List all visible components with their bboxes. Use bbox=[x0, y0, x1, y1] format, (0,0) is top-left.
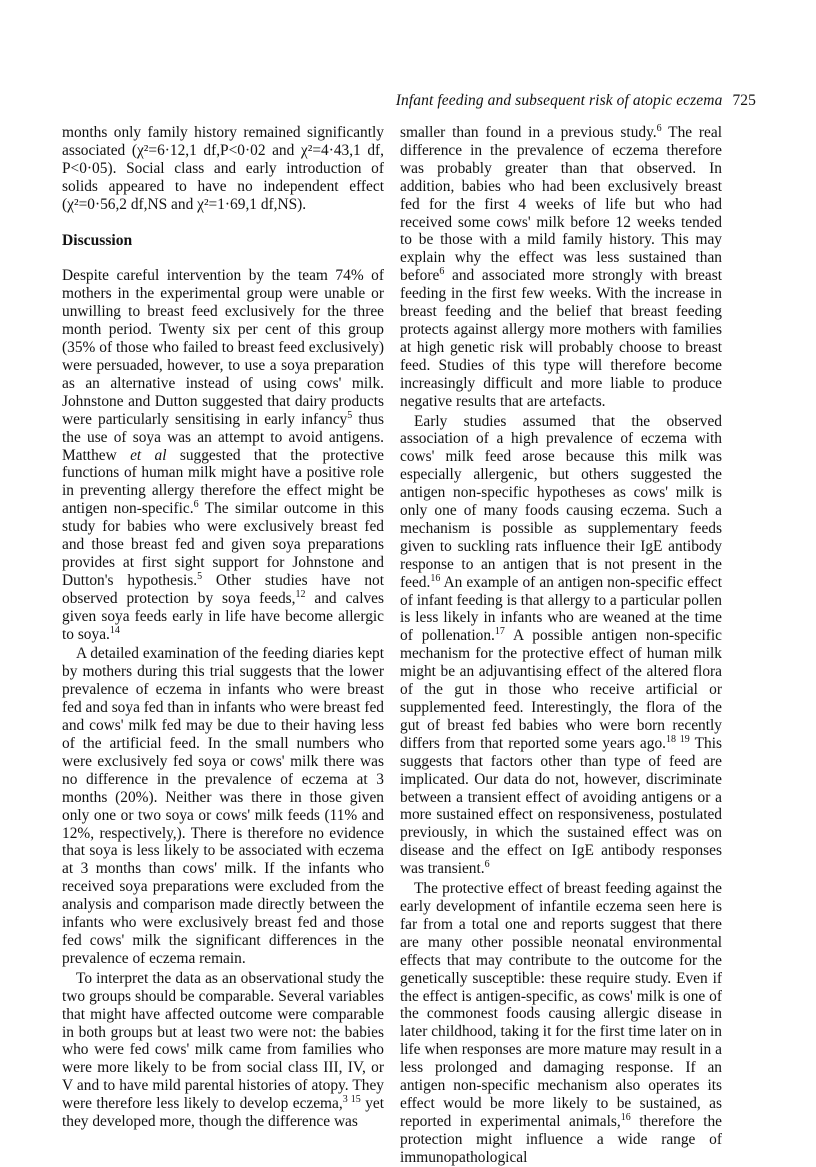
running-head bbox=[396, 92, 756, 110]
paragraph: months only family history remained significantly associated (χ²=6·12,1 df,P<0·02 and χ²=4·43,1 df, P<0·05). Social class and early introduction of solids appeared to have no independent effect (χ²=0·56,2 df,NS and χ²=1·69,1 df,NS). bbox=[62, 124, 384, 213]
reference-mark: 6 bbox=[193, 499, 199, 511]
paragraph: The protective effect of breast feeding against the early development of infantile eczema seen here is far from a total one and reports suggest that there are many other possible neonatal environmental effects that may contribute to the outcome for the genetically susceptible: these require study. Even if the effect is antigen-specific, as cows' milk is one of the commonest foods causing allergic disease in later childhood, taking it for the first time later on in life when responses are more mature may result in a less prolonged and damaging response. If an antigen non-specific mechanism also operates its effect would be more likely to be sustained, as reported in experimental animals,$^{16}$ therefore the protection might influence a wide range of immunopathological bbox=[400, 880, 722, 1166]
reference-mark: 14 bbox=[109, 624, 120, 636]
reference-mark: 16 bbox=[620, 1111, 631, 1123]
right-column bbox=[400, 124, 722, 1167]
section-heading-discussion: Discussion bbox=[62, 231, 133, 249]
reference-mark: 6 bbox=[484, 859, 490, 871]
reference-mark: 12 bbox=[295, 588, 306, 600]
reference-mark: 17 bbox=[494, 626, 505, 638]
reference-mark: 3 15 bbox=[342, 1094, 361, 1105]
paragraph: A detailed examination of the feeding diaries kept by mothers during this trial suggests that the lower prevalence of eczema in infants who were breast fed and soya fed than in infants who were breast fed and cows' milk fed may be due to their having less of the artificial feed. In the small numbers who were exclusively fed soya or cows' milk there was no difference in the prevalence of eczema at 3 months (20%). Neither was there in those given only one or two soya or cows' milk feeds (11% and 12%, respectively,). There is therefore no evidence that soya is less likely to be associated with eczema at 3 months than cows' milk. If the infants who received soya preparations were excluded from the analysis and comparison made directly between the infants who were exclusively breast fed and those fed cows' milk the significant differences in the prevalence of eczema remain. bbox=[62, 645, 384, 967]
paragraph: Despite careful intervention by the team 74% of mothers in the experimental group were unable or unwilling to breast feed exclusively for the three month period. Twenty six per cent of this group (35% of those who failed to breast feed exclusively) were persuaded, however, to use a soya preparation as an alternative instead of using cows' milk. Johnstone and Dutton suggested that dairy products were particularly sensitising in early infancy$^5$ thus the use of soya was an attempt to avoid antigens. Matthew et al suggested that the protective functions of human milk might have a positive role in preventing allergy therefore the effect might be antigen non-specific.$^6$ The similar outcome in this study for babies who were exclusively breast fed and those breast fed and given soya preparations provides at first sight support for Johnstone and Dutton's hypothesis.$^5$ Other studies have not observed protection by soya feeds,$^{12}$ and calves given soya feeds early in life have become allergic to soya.$^{14}$ bbox=[62, 267, 384, 643]
left-column bbox=[62, 124, 384, 1131]
running-head-title: Infant feeding and subsequent risk of atopic eczema bbox=[395, 92, 723, 109]
reference-mark: 16 bbox=[430, 572, 441, 584]
reference-mark: 5 bbox=[197, 570, 203, 582]
paragraph: Early studies assumed that the observed association of a high prevalence of eczema with cows' milk feed arose because this milk was especially allergenic, but others suggested the antigen non-specific hypotheses as cows' milk is only one of many foods causing eczema. Such a mechanism is possible as supplementary feeds given to suckling rats influence their IgE antibody response to an antigen that is not present in the feed.$^{16}$ An example of an antigen non-specific effect of infant feeding is that allergy to a particular pollen is less likely in infants who are weaned at the time of pollenation.$^{17}$ A possible antigen non-specific mechanism for the protective effect of human milk might be an adjuvantising effect of the altered flora of the gut in those who receive artificial or supplemented feed. Interestingly, the flora of the gut of breast fed babies who were born recently differs from that reported some years ago.$^{18 19}$ This suggests that factors other than type of feed are implicated. Our data do not, however, discriminate between a transient effect of avoiding antigens or a more sustained effect on responsiveness, postulated previously, in which the sustained effect was on disease and the effect on IgE antibody responses was transient.$^6$ bbox=[400, 412, 723, 878]
paragraph: smaller than found in a previous study.$^6$ The real difference in the prevalence of eczema therefore was probably greater than that observed. In addition, babies who had been exclusively breast fed for the first 4 weeks of life but who had received some cows' milk before 12 weeks tended to be those with a mild family history. This may explain why the effect was less sustained than before$^6$ and associated more strongly with breast feeding in the first few weeks. With the increase in breast feeding and the belief that breast feeding protects against allergy more mothers with families at high genetic risk will probably choose to breast feed. Studies of this type will therefore become increasingly difficult and more liable to produce negative results that are artefacts. bbox=[400, 122, 722, 410]
reference-mark: 6 bbox=[656, 122, 662, 134]
page-number: 725 bbox=[732, 92, 756, 109]
reference-mark: 18 19 bbox=[666, 733, 690, 745]
reference-mark: 5 bbox=[347, 409, 353, 421]
reference-mark: 6 bbox=[439, 266, 445, 278]
paragraph: To interpret the data as an observational study the two groups should be comparable. Several variables that might have affected outcome were comparable in both groups but at least two were not: the babies who were fed cows' milk came from families who were more likely to be from social class III, IV, or V and to have mild parental histories of atopy. They were therefore less likely to develop eczema,$^{3 15}$ yet they developed more, though the difference was bbox=[62, 969, 385, 1131]
